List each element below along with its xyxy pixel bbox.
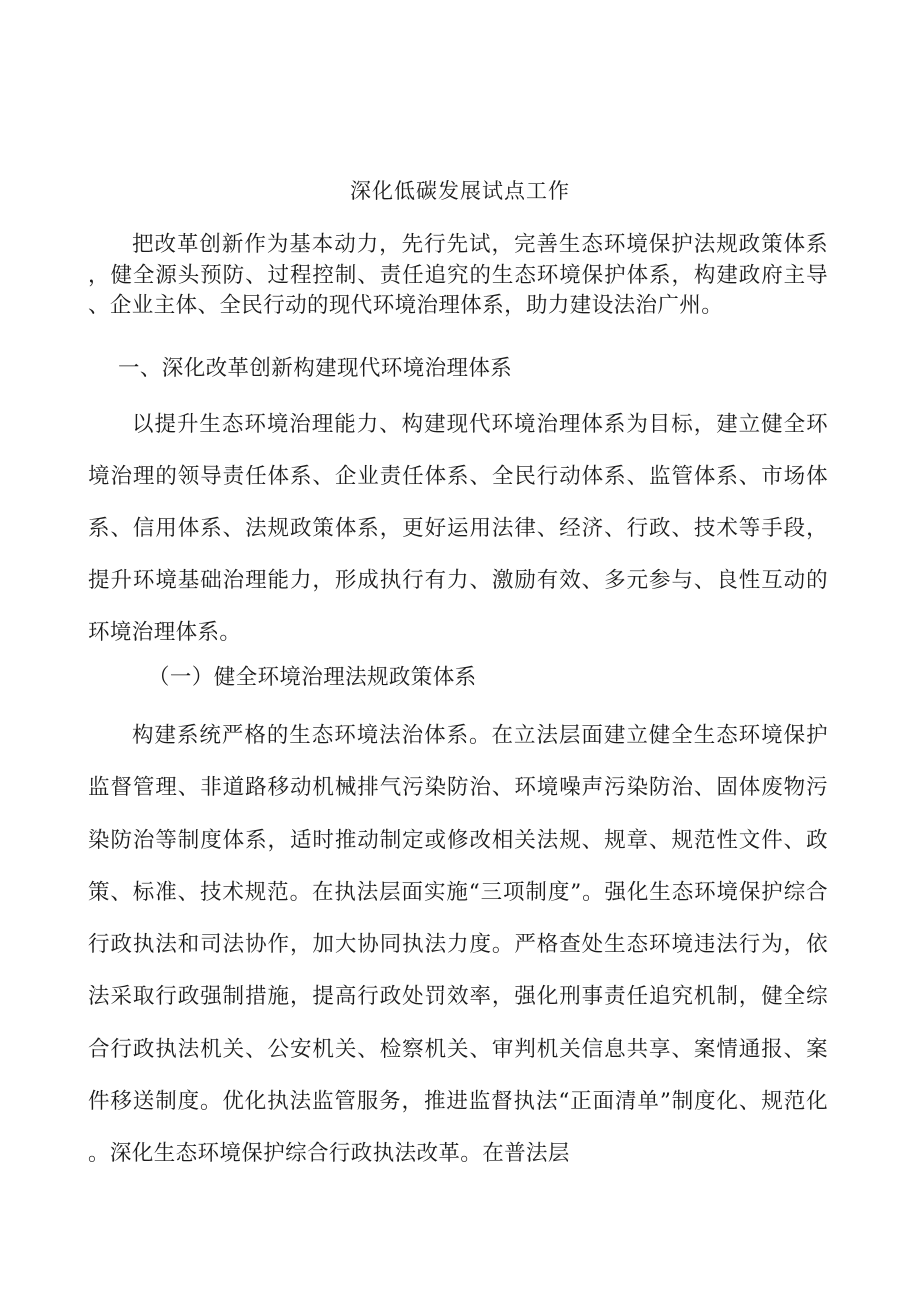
section-heading: 一、深化改革创新构建现代环境治理体系 bbox=[118, 356, 513, 381]
intro-paragraph: 把改革创新作为基本动力，先行先试，完善生态环境保护法规政策体系，健全源头预防、过程控制、责任追究的生态环境保护体系，构建政府主导、企业主体、全民行动的现代环境治理体系，助力建设法治广州。 bbox=[88, 232, 828, 318]
section-paragraph: 以提升生态环境治理能力、构建现代环境治理体系为目标，建立健全环境治理的领导责任体系、企业责任体系、全民行动体系、监管体系、市场体系、信用体系、法规政策体系，更好运用法律、经济、行政、技术等手段，提升环境基础治理能力，形成执行有力、激励有效、多元参与、良性互动的环境治理体系。 bbox=[88, 412, 828, 645]
document-title: 深化低碳发展试点工作 bbox=[350, 179, 570, 203]
subsection-heading: （一）健全环境治理法规政策体系 bbox=[148, 665, 477, 690]
subsection-paragraph: 构建系统严格的生态环境法治体系。在立法层面建立健全生态环境保护监督管理、非道路移动机械排气污染防治、环境噪声污染防治、固体废物污染防治等制度体系，适时推动制定或修改相关法规、规章、规范性文件、政策、标准、技术规范。在执法层面实施“三项制度”。强化生态环境保护综合行政执法和司法协作，加大协同执法力度。严格查处生态环境违法行为，依法采取行政强制措施，提高行政处罚效率，强化刑事责任追究机制，健全综合行政执法机关、公安机关、检察机关、审判机关信息共享、案情通报、案件移送制度。优化执法监管服务，推进监督执法“正面清单”制度化、规范化。深化生态环境保护综合行政执法改革。在普法层 bbox=[88, 723, 828, 1167]
